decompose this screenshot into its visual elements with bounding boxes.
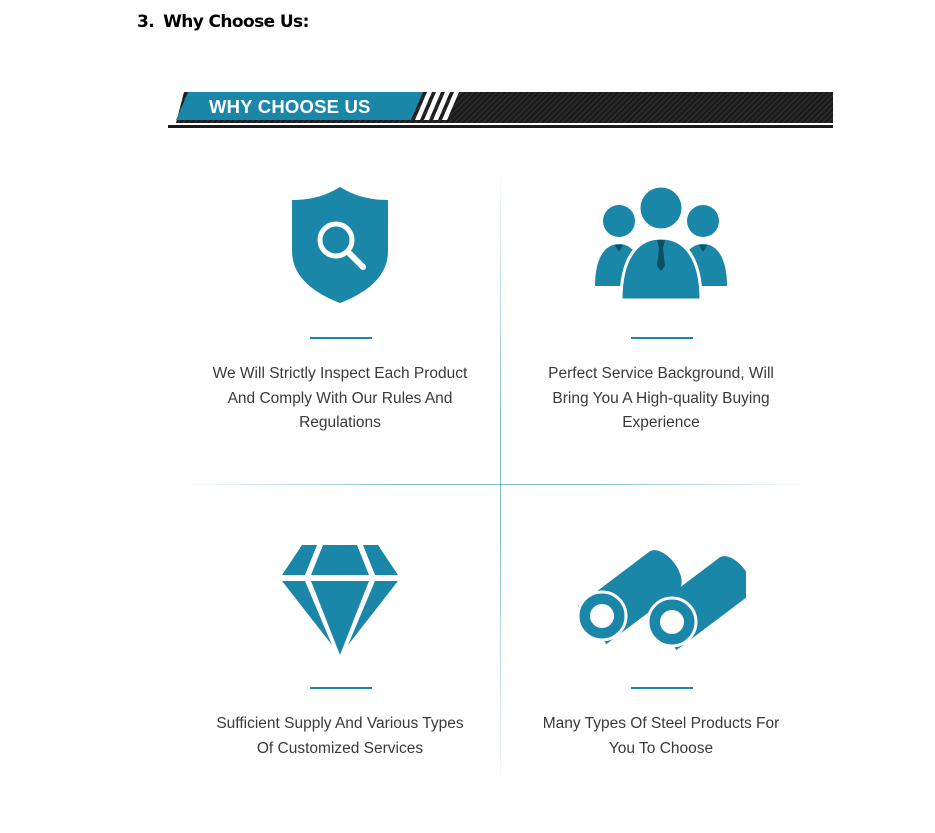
accent-rule xyxy=(310,687,372,689)
horizontal-divider xyxy=(180,484,812,485)
section-number: 3. xyxy=(137,12,155,32)
feature-text: Many Types Of Steel Products For You To Choose xyxy=(542,715,780,757)
shield-search-icon xyxy=(180,185,500,305)
why-choose-us-banner xyxy=(168,92,833,130)
section-title: Why Choose Us: xyxy=(163,12,309,32)
feature-text: Perfect Service Background, Will Bring You A High-quality Buying Experience xyxy=(548,365,774,431)
feature-card-inspection xyxy=(180,163,500,483)
feature-text: Sufficient Supply And Various Types Of Customized Services xyxy=(216,715,464,757)
features-grid xyxy=(180,163,812,793)
diamond-icon xyxy=(180,543,500,657)
feature-card-supply xyxy=(180,513,500,833)
accent-rule xyxy=(310,337,372,339)
feature-card-products xyxy=(501,513,821,833)
accent-rule xyxy=(631,337,693,339)
feature-text: We Will Strictly Inspect Each Product And Comply With Our Rules And Regulations xyxy=(212,365,468,431)
steel-pipes-icon xyxy=(501,545,821,655)
accent-rule xyxy=(631,687,693,689)
banner-title: WHY CHOOSE US xyxy=(209,96,371,117)
feature-card-service xyxy=(501,163,821,483)
team-icon xyxy=(501,186,821,302)
section-heading xyxy=(137,12,309,32)
